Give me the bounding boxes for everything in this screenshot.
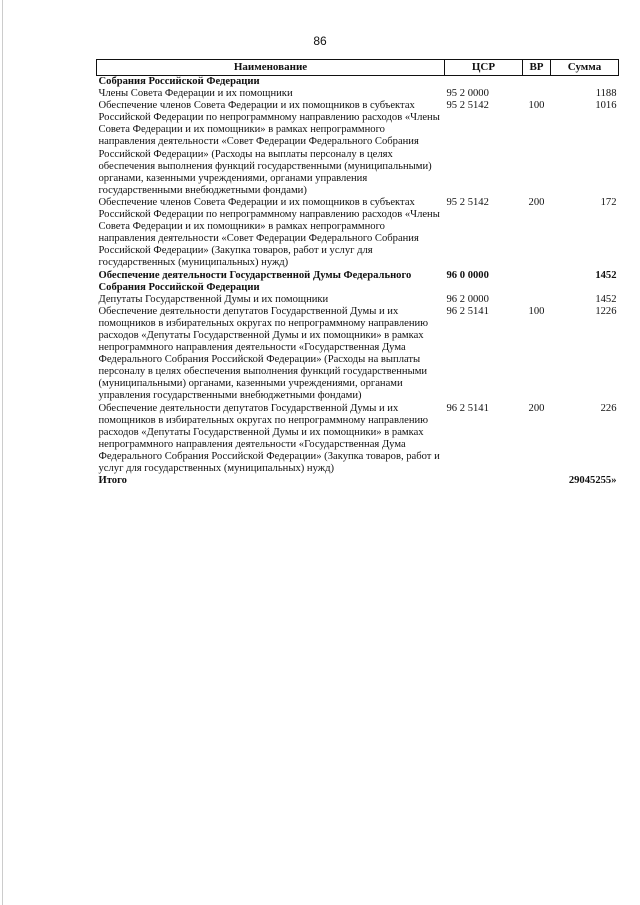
cell-sum: 1452	[595, 293, 617, 305]
cell-vr	[523, 294, 551, 306]
cell-name: Обеспечение деятельности Государственной Думы Федерального Собрания Российской Федерации	[98, 269, 412, 293]
cell-sum: 1188	[595, 88, 617, 100]
cell-csr	[445, 76, 523, 89]
header-sum: Сумма	[551, 60, 619, 76]
cell-sum: 1452	[595, 269, 617, 281]
table-row	[97, 270, 619, 294]
cell-name: Итого	[98, 475, 127, 487]
table-body	[97, 76, 619, 488]
header-csr: ЦСР	[445, 60, 523, 76]
header-vr: ВР	[523, 60, 551, 76]
cell-csr: 96 2 5141	[446, 402, 489, 414]
cell-vr: 100	[528, 100, 545, 112]
cell-csr	[445, 475, 523, 487]
table-row	[97, 403, 619, 476]
cell-csr: 95 2 5142	[446, 196, 489, 208]
table-row	[97, 294, 619, 306]
cell-vr	[523, 76, 551, 89]
table-row	[97, 88, 619, 100]
cell-vr	[523, 88, 551, 100]
table-row	[97, 76, 619, 89]
cell-name: Обеспечение деятельности депутатов Государственной Думы и их помощников в избирательных округах по непрограммному направлению расходов «Депутаты Государственной Думы и их помощники» в рамках непрограммного направления деятельности «Государственная Дума Федерального Собрания Российской Федерации» (Закупка товаров, работ и услуг для государственных (муниципальных) нужд)	[98, 402, 440, 474]
cell-sum	[551, 76, 619, 89]
cell-name: Собрания Российской Федерации	[98, 76, 260, 87]
cell-csr: 96 2 5141	[446, 305, 489, 317]
cell-vr	[523, 270, 551, 294]
cell-sum: 1226	[595, 305, 617, 317]
cell-name: Члены Совета Федерации и их помощники	[98, 88, 293, 100]
table-row	[97, 306, 619, 403]
cell-name: Обеспечение членов Совета Федерации и их помощников в субъектах Российской Федерации по непрограммному направлению расходов «Члены Совета Федерации и их помощники» в рамках непрограммного направления деятельности «Совет Федерации Федерального Собрания Российской Федерации» (Закупка товаров, работ и услуг для государственных (муниципальных) нужд)	[98, 196, 440, 269]
cell-csr: 96 2 0000	[446, 293, 489, 305]
cell-name: Обеспечение деятельности депутатов Государственной Думы и их помощников в избирательных округах по непрограммному направлению расходов «Депутаты Государственной Думы и их помощники» в рамках непрограммного направления деятельности «Государственная Дума Федерального Собрания Российской Федерации» (Расходы на выплаты персоналу в целях обеспечения выполнения функций государственными (муниципальными) органами, казенными учреждениями, органами управления государственными внебюджетными фондами)	[98, 305, 429, 402]
budget-table	[96, 59, 619, 487]
cell-name: Депутаты Государственной Думы и их помощники	[98, 293, 329, 305]
table-row	[97, 475, 619, 487]
cell-vr: 100	[528, 305, 545, 317]
cell-sum: 172	[600, 196, 617, 208]
cell-name: Обеспечение членов Совета Федерации и их помощников в субъектах Российской Федерации по непрограммному направлению расходов «Члены Совета Федерации и их помощники» в рамках непрограммного направления деятельности «Совет Федерации Федерального Собрания Российской Федерации» (Расходы на выплаты персоналу в целях обеспечения выполнения функций государственными (муниципальными) органами, казенными учреждениями, органами управления государственными внебюджетными фондами)	[98, 100, 440, 196]
cell-vr: 200	[528, 402, 545, 414]
cell-csr: 95 2 0000	[446, 88, 489, 100]
scan-edge	[2, 0, 3, 905]
cell-sum: 1016	[595, 100, 617, 112]
table-row	[97, 197, 619, 270]
cell-vr	[523, 475, 551, 487]
cell-sum: 29045255»	[568, 475, 617, 487]
cell-vr: 200	[528, 196, 545, 208]
cell-sum: 226	[600, 402, 617, 414]
cell-csr: 96 0 0000	[446, 269, 489, 281]
table-row	[97, 100, 619, 197]
table-header-row	[97, 60, 619, 76]
cell-csr: 95 2 5142	[446, 100, 489, 112]
header-name: Наименование	[97, 60, 445, 76]
page-number: 86	[313, 34, 327, 48]
